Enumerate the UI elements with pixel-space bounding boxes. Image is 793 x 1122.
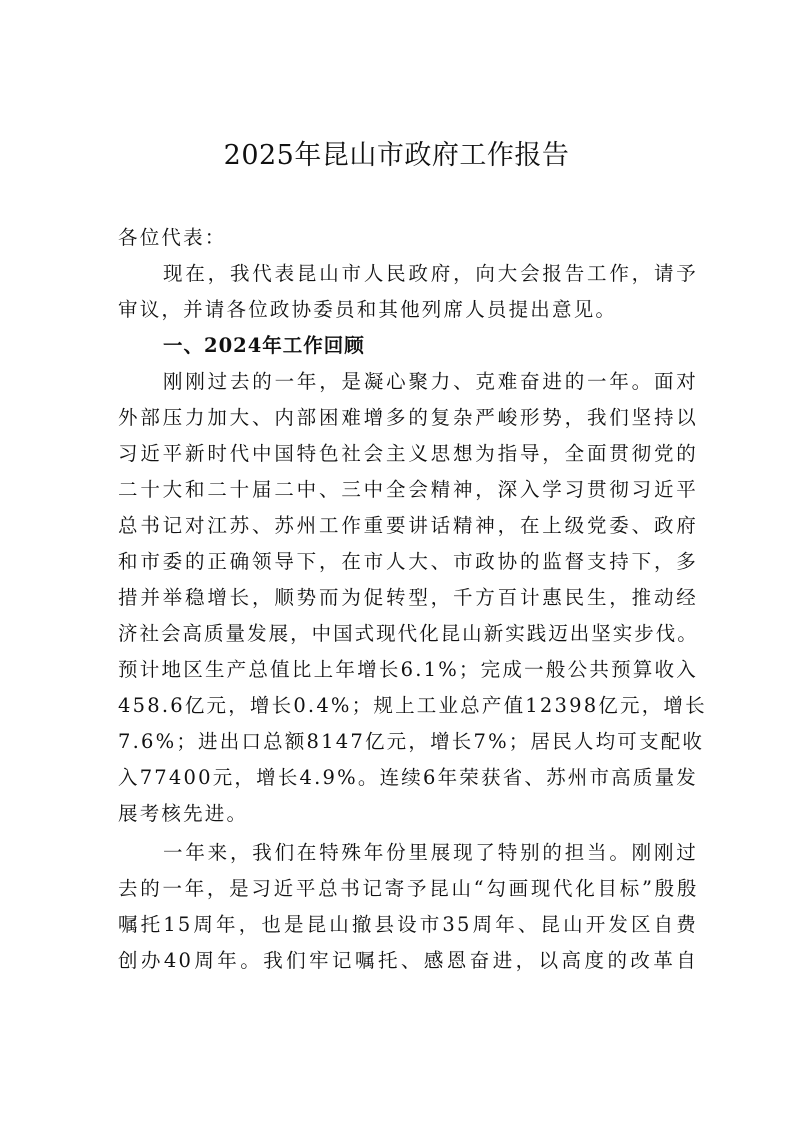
body-line: 济社会高质量发展，中国式现代化昆山新实践迈出坚实步伐。: [118, 622, 698, 645]
body-line: 刚刚过去的一年，是凝心聚力、克难奋进的一年。面对: [163, 370, 698, 393]
body-line: 入77400元，增长4.9%。连续6年荣获省、苏州市高质量发: [118, 766, 698, 789]
body-line: 总书记对江苏、苏州工作重要讲话精神，在上级党委、政府: [118, 514, 698, 537]
body-line: 审议，并请各位政协委员和其他列席人员提出意见。: [118, 298, 618, 321]
body-line: 嘱托15周年，也是昆山撤县设市35周年、昆山开发区自费: [118, 913, 698, 936]
body-line: 7.6%；进出口总额8147亿元，增长7%；居民人均可支配收: [118, 730, 705, 753]
body-line: 和市委的正确领导下，在市人大、市政协的监督支持下，多: [118, 550, 698, 573]
body-line: 一年来，我们在特殊年份里展现了特别的担当。刚刚过: [163, 841, 698, 864]
body-line: 措并举稳增长，顺势而为促转型，千方百计惠民生，推动经: [118, 586, 698, 609]
body-line: 预计地区生产总值比上年增长6.1%；完成一般公共预算收入: [118, 658, 698, 681]
salutation: 各位代表：: [118, 226, 227, 249]
body-line: 外部压力加大、内部困难增多的复杂严峻形势，我们坚持以: [118, 406, 698, 429]
body-line: 现在，我代表昆山市人民政府，向大会报告工作，请予: [163, 262, 698, 285]
section-heading: 一、2024年工作回顾: [163, 334, 365, 357]
body-line: 展考核先进。: [118, 802, 249, 825]
body-line: 458.6亿元，增长0.4%；规上工业总产值12398亿元，增长: [118, 694, 707, 717]
document-title: 2025年昆山市政府工作报告: [223, 140, 570, 171]
body-line: 习近平新时代中国特色社会主义思想为指导，全面贯彻党的: [118, 442, 698, 465]
body-line: 去的一年，是习近平总书记寄予昆山“勾画现代化目标”殷殷: [118, 877, 698, 900]
body-line: 二十大和二十届二中、三中全会精神，深入学习贯彻习近平: [118, 478, 698, 501]
body-line: 创办40周年。我们牢记嘱托、感恩奋进，以高度的改革自: [118, 949, 698, 972]
